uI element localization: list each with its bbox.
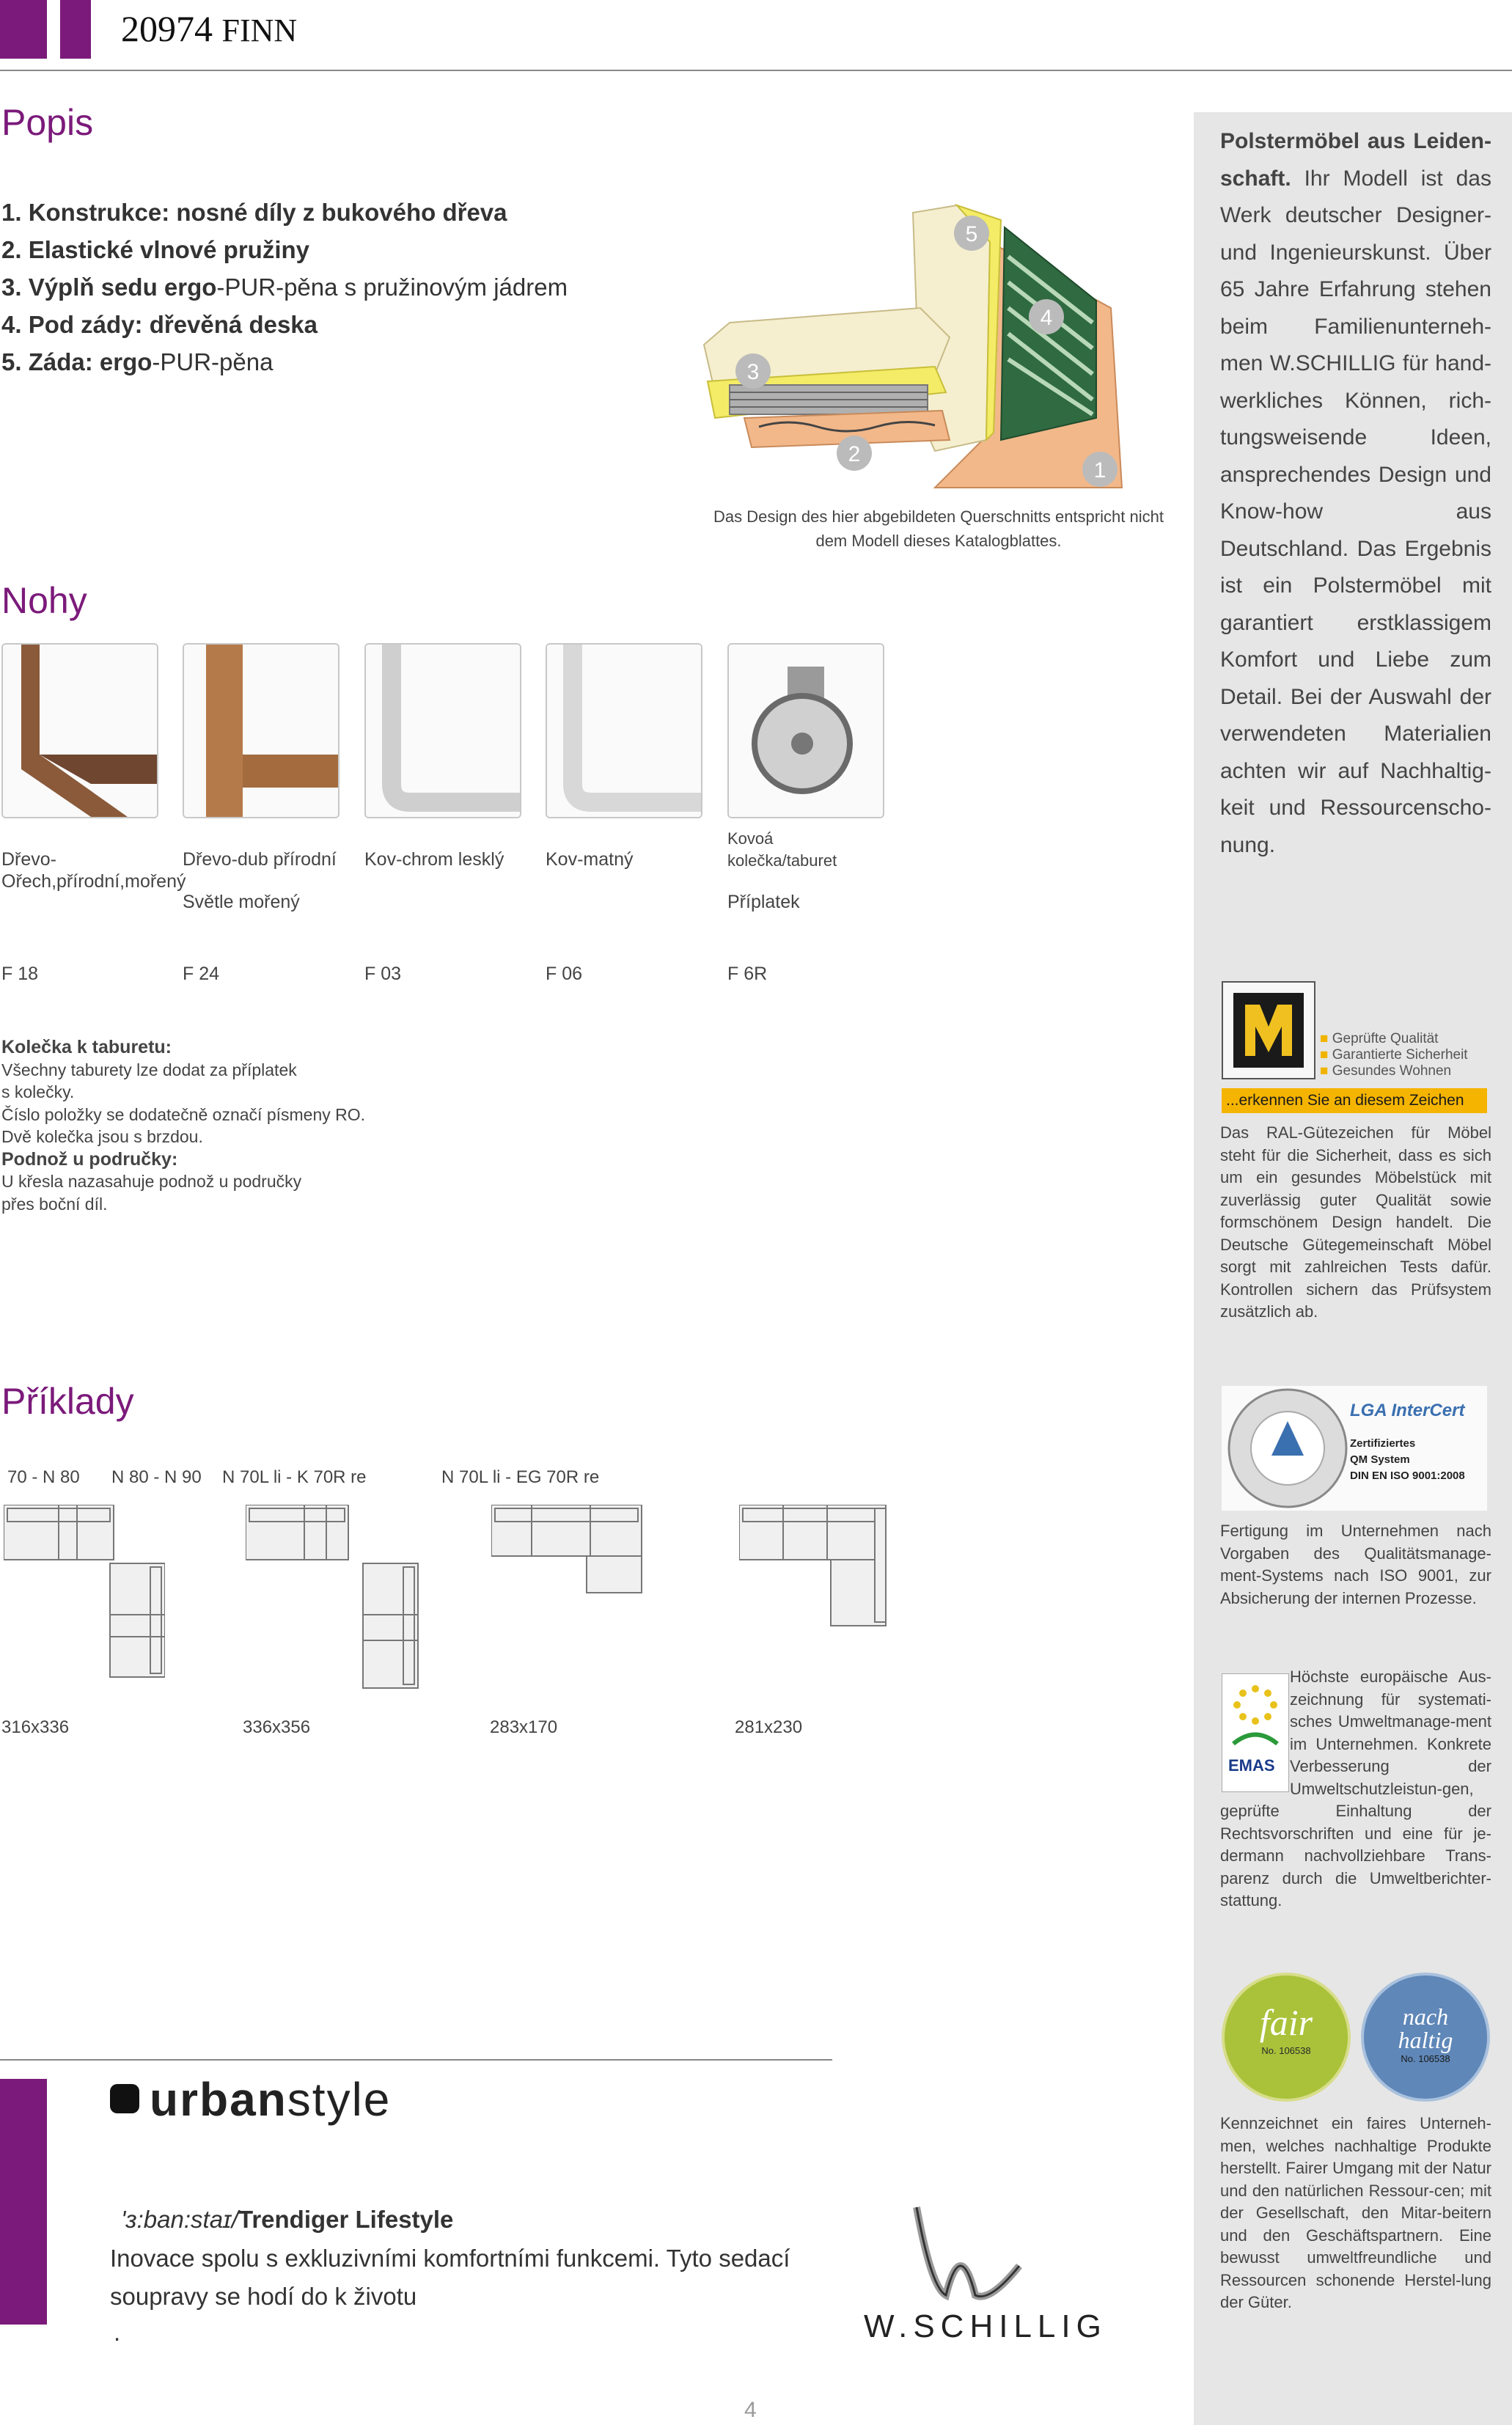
header-rule xyxy=(0,70,1512,71)
iso-line: QM System xyxy=(1350,1453,1410,1466)
leg-code: F 03 xyxy=(364,964,402,984)
leg-label-caster: Kovoá kolečka/taburet xyxy=(727,829,837,870)
urbanstyle-brand-suffix: style xyxy=(287,2073,392,2126)
fair-seal-number: No. 106538 xyxy=(1261,2045,1311,2056)
caster-note-line: s kolečky. xyxy=(1,1082,75,1101)
header-bar-left xyxy=(0,0,47,59)
page-number: 4 xyxy=(744,2398,757,2422)
iso-line: Zertifiziertes xyxy=(1350,1437,1416,1450)
caster-note-line: Všechny taburety lze dodat za příplatek xyxy=(1,1060,297,1079)
popis-list xyxy=(1,194,568,381)
iso-cert-icon xyxy=(1222,1386,1487,1511)
diagram-caption: Das Design des hier abgebildeten Querschnitts entspricht nicht dem Modell dieses Katalogblattes. xyxy=(713,507,1164,550)
popis-item: 1. Konstrukce: nosné díly z bukového dřeva xyxy=(1,199,507,226)
urbanstyle-logo xyxy=(110,2072,391,2127)
nachhaltig-seal-icon xyxy=(1361,1973,1490,2102)
example-dimension: 281x230 xyxy=(735,1717,803,1737)
urbanstyle-side-bar xyxy=(0,2079,47,2325)
section-title-nohy: Nohy xyxy=(1,580,87,621)
diagram-number-1: 1 xyxy=(1093,458,1107,483)
iso-brand: LGA InterCert xyxy=(1350,1401,1465,1420)
layout-plan-3 xyxy=(491,1505,645,1600)
example-dimension: 316x336 xyxy=(1,1717,70,1737)
caster-note-line: Dvě kolečka jsou s brzdou. xyxy=(1,1127,203,1146)
header-bar-right xyxy=(60,0,91,59)
ral-bullet: ■ Geprüfte Qualität xyxy=(1320,1031,1439,1046)
nachhaltig-seal-label: nach haltig xyxy=(1398,2003,1453,2053)
leg-code: F 6R xyxy=(727,964,768,984)
leg-code: F 06 xyxy=(546,964,583,984)
example-label: N 70L li - EG 70R re xyxy=(441,1467,600,1487)
leg-sublabel-oak: Světle mořený xyxy=(183,892,300,912)
popis-item: 3. Výplň sedu ergo-PUR-pěna s pružinovým jádrem xyxy=(1,274,568,301)
section-title-popis: Popis xyxy=(1,102,94,143)
nachhaltig-seal-number: No. 106538 xyxy=(1401,2053,1450,2064)
urbanstyle-phonetic: 'ɜ:ban:staɪ/ xyxy=(121,2206,238,2233)
popis-item: 4. Pod zády: dřevěná deska xyxy=(1,311,318,338)
example-dimension: 283x170 xyxy=(490,1717,558,1737)
diagram-number-2: 2 xyxy=(848,442,861,466)
section-title-priklady: Příklady xyxy=(1,1381,134,1422)
ral-banner: ...erkennen Sie an diesem Zeichen xyxy=(1222,1088,1487,1113)
wschillig-logo-text: W.SCHILLIG xyxy=(864,2308,1107,2344)
leg-image-oak xyxy=(183,643,340,818)
sidebar-intro-title: Polstermöbel aus Leiden-schaft. xyxy=(1220,129,1491,191)
leg-label-matt: Kov-matný xyxy=(546,849,634,870)
iso-text: Fertigung im Unternehmen nach Vorgaben des Qualitätsmanage-ment-Systems nach ISO 9001, zur Absicherung der internen Prozesse. xyxy=(1220,1522,1491,1607)
popis-item: 2. Elastické vlnové pružiny xyxy=(1,236,310,263)
leg-image-chrome xyxy=(364,643,521,818)
ral-bullets xyxy=(1320,1031,1468,1079)
ral-seal-icon xyxy=(1222,981,1315,1079)
diagram-number-4: 4 xyxy=(1040,306,1053,330)
leg-label-oak: Dřevo-dub přírodní xyxy=(183,849,337,870)
leg-image-caster xyxy=(727,643,884,818)
urbanstyle-tagline: Trendiger Lifestyle xyxy=(238,2206,454,2233)
fair-seal-label: fair xyxy=(1259,2002,1313,2043)
model-number: 20974 xyxy=(121,8,213,49)
urbanstyle-dot: . xyxy=(114,2319,121,2346)
armrest-note-title: Podnož u područky: xyxy=(1,1148,178,1170)
page-title xyxy=(121,7,297,50)
leg-sublabel-caster: Příplatek xyxy=(727,892,800,912)
layout-plan-2 xyxy=(246,1505,422,1695)
emas-text: Höchste europäische Aus-zeichnung für systemati-sches Umweltmanage-ment im Unternehmen. Konkrete Verbesserung der Umweltschutzleistun-gen, geprüfte Einhaltung der Rechtsvorschriften und eine für je-dermann nachvollziehbare Trans-parenz durch die Umweltberichter-stattung. xyxy=(1220,1668,1491,1909)
sofa-cross-section xyxy=(700,198,1170,506)
ral-bullet: ■ Garantierte Sicherheit xyxy=(1320,1047,1468,1063)
fair-text: Kennzeichnet ein faires Unterneh-men, welches nachhaltige Produkte herstellt. Fairer Umgang mit der Natur und den natürlichen Ressour-cen; mit der Gesellschaft, den Mitar-beitern und den Geschäftspartnern. Eine bewusst umweltfreundliche und Ressourcen schonende Herstel-lung der Güter. xyxy=(1220,2114,1491,2311)
example-dimension: 336x356 xyxy=(243,1717,311,1737)
emas-label: EMAS xyxy=(1228,1756,1275,1775)
model-name: FINN xyxy=(221,12,298,48)
diagram-number-5: 5 xyxy=(965,222,978,246)
sidebar-intro xyxy=(1220,123,1491,864)
leg-label-chrome: Kov-chrom lesklý xyxy=(364,849,504,870)
notes-block xyxy=(1,1036,365,1215)
wschillig-logo-icon xyxy=(902,2193,1034,2310)
urbanstyle-tagline-row xyxy=(121,2206,453,2234)
example-label: N 70L li - K 70R re xyxy=(222,1467,367,1487)
urbanstyle-mark-icon xyxy=(110,2084,139,2113)
leg-code: F 18 xyxy=(1,964,39,984)
armrest-note-line: přes boční díl. xyxy=(1,1194,108,1214)
ral-text: Das RAL-Gütezeichen für Möbel steht für die Sicherheit, dass es sich um ein gesundes Möbelstück mit zuverlässig guter Qualität sowie formschönem Design handelt. Die Deutsche Gütegemeinschaft Möbel sorgt mit zahlreichen Tests dafür. Kontrollen sichern das Prüfsystem zusätzlich ab. xyxy=(1220,1123,1491,1321)
layout-plan-1 xyxy=(4,1505,165,1684)
sidebar-intro-text: Ihr Modell ist das Werk deutscher Designer- und Ingenieurskunst. Über 65 Jahre Erfahrung stehen beim Familienunterneh-men W.SCHILLIG für hand-werkliches Können, rich-tungsweisende Ideen, ansprechendes Design und Know-how aus Deutschland. Das Ergebnis ist ein Polstermöbel mit garantiert erstklassigem Komfort und Liebe zum Detail. Bei der Auswahl der verwendeten Materialien achten wir auf Nachhaltig-keit und Ressourcenscho-nung. xyxy=(1220,166,1491,857)
fair-seal-icon xyxy=(1222,1973,1351,2102)
example-label: 70 - N 80 xyxy=(7,1467,80,1487)
urbanstyle-rule xyxy=(0,2059,832,2061)
leg-image-walnut xyxy=(1,643,158,818)
urbanstyle-brand-prefix: urban xyxy=(150,2073,287,2126)
caster-note-line: Číslo položky se dodatečně označí písmeny RO. xyxy=(1,1104,366,1124)
armrest-note-line: U křesla nazasahuje podnož u područky xyxy=(1,1172,302,1191)
ral-bullet: ■ Gesundes Wohnen xyxy=(1320,1063,1452,1079)
leg-label-walnut: Dřevo-Ořech,přírodní,mořený xyxy=(1,849,186,892)
leg-code: F 24 xyxy=(183,964,220,984)
iso-line: DIN EN ISO 9001:2008 xyxy=(1350,1470,1465,1482)
layout-plan-4 xyxy=(739,1505,893,1633)
example-label: N 80 - N 90 xyxy=(111,1467,202,1487)
urbanstyle-text: Inovace spolu s exkluzivními komfortními funkcemi. Tyto sedací soupravy se hodí do k životu xyxy=(110,2245,790,2310)
popis-item: 5. Záda: ergo-PUR-pěna xyxy=(1,348,274,375)
caster-note-title: Kolečka k taburetu: xyxy=(1,1037,172,1057)
leg-image-matt xyxy=(546,643,702,818)
diagram-number-3: 3 xyxy=(746,360,760,384)
